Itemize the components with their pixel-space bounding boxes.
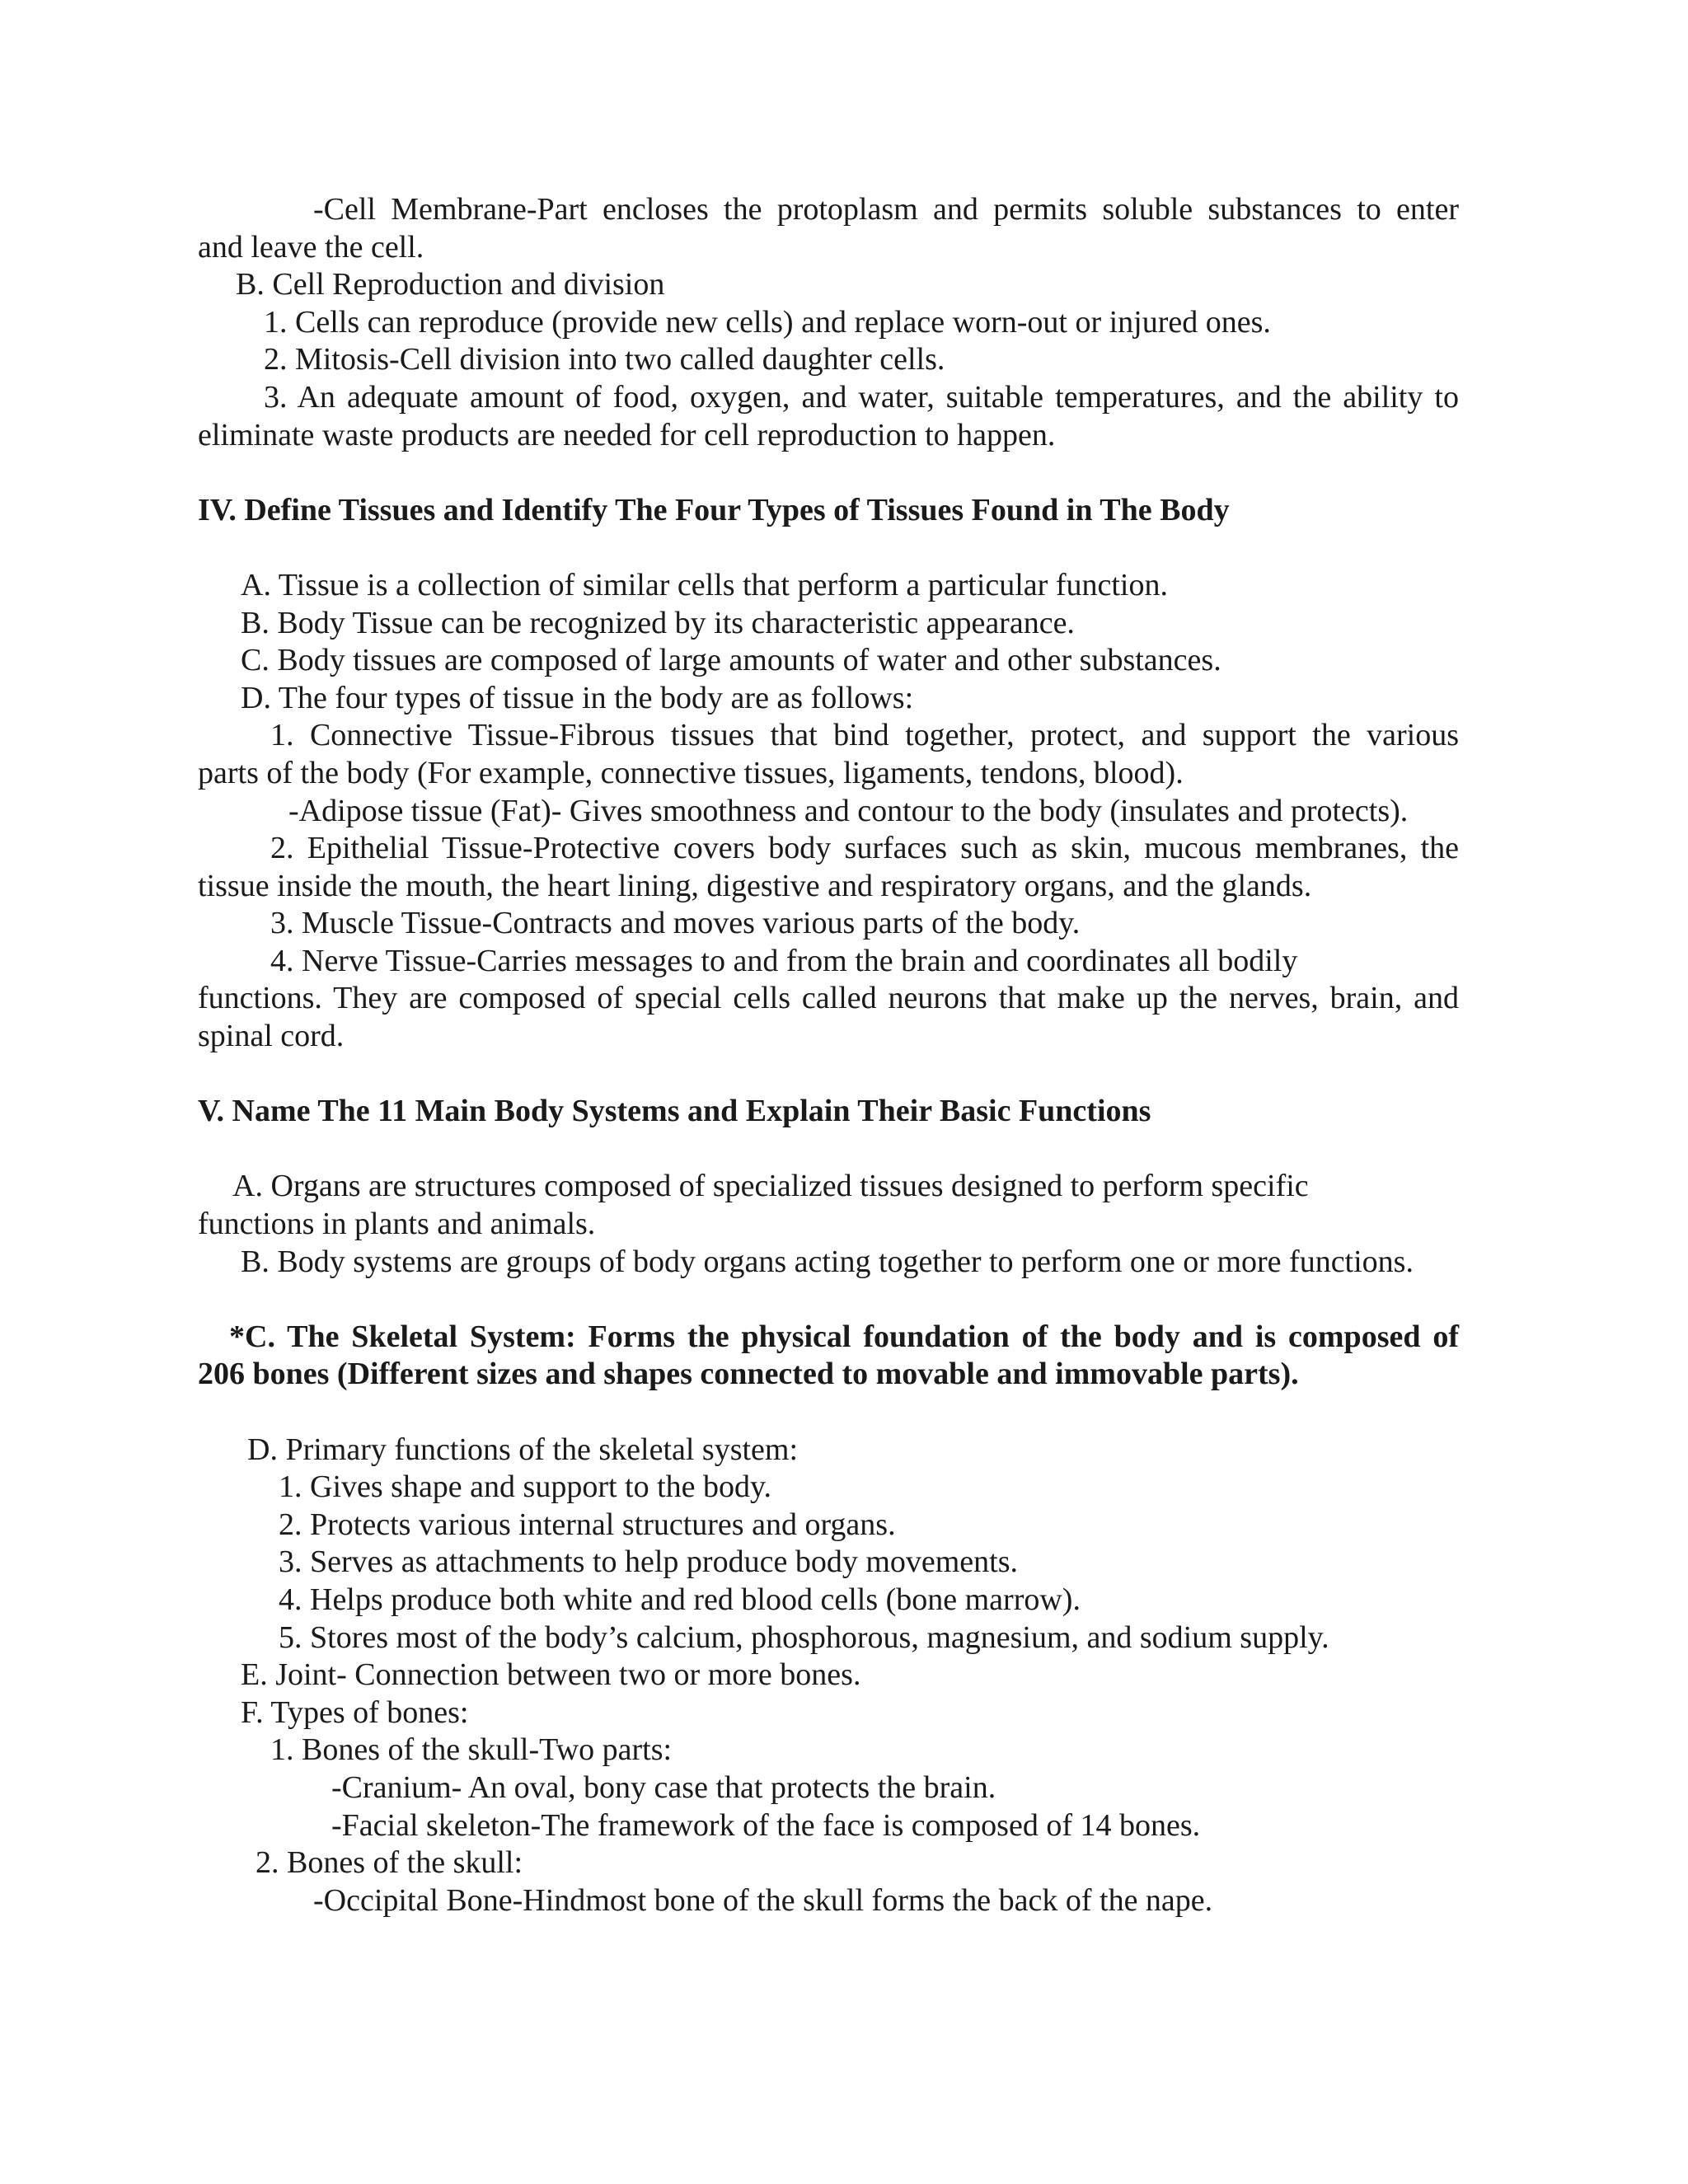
section-iv-heading: IV. Define Tissues and Identify The Four Types of Tissues Found in The Body: [198, 492, 1230, 527]
nerve-tissue-line-1: 4. Nerve Tissue-Carries messages to and from the brain and coordinates all bodily: [270, 943, 1298, 978]
connective-tissue-line-2: parts of the body (For example, connective tissues, ligaments, tendons, blood).: [198, 755, 1184, 790]
muscle-tissue-line: 3. Muscle Tissue-Contracts and moves various parts of the body.: [270, 906, 1081, 941]
tissue-item-b: B. Body Tissue can be recognized by its characteristic appearance.: [241, 605, 1075, 640]
joint-line: E. Joint- Connection between two or more bones.: [241, 1657, 861, 1693]
adipose-tissue-line: -Adipose tissue (Fat)- Gives smoothness and contour to the body (insulates and protects).: [288, 793, 1409, 828]
organs-line-1: A. Organs are structures composed of specialized tissues designed to perform specific: [232, 1169, 1309, 1204]
organs-line-2: functions in plants and animals.: [198, 1207, 596, 1242]
bones-of-skull-item-1: 1. Bones of the skull-Two parts:: [270, 1732, 673, 1768]
facial-skeleton-line: -Facial skeleton-The framework of the face is composed of 14 bones.: [331, 1807, 1201, 1843]
cell-reproduction-item-2: 2. Mitosis-Cell division into two called daughter cells.: [264, 342, 945, 377]
skeletal-function-2: 2. Protects various internal structures and organs.: [279, 1507, 896, 1542]
cell-reproduction-item-3-line-1: 3. An adequate amount of food, oxygen, and water, suitable temperatures, and the ability to: [264, 379, 1459, 415]
nerve-tissue-line-3: spinal cord.: [198, 1019, 345, 1054]
skeletal-function-3: 3. Serves as attachments to help produce body movements.: [279, 1544, 1019, 1580]
cell-reproduction-item-3-line-2: eliminate waste products are needed for cell reproduction to happen.: [198, 417, 1056, 452]
nerve-tissue-line-2: functions. They are composed of special cells called neurons that make up the nerves, brain, and: [198, 981, 1459, 1016]
skeletal-function-5: 5. Stores most of the body’s calcium, phosphorous, magnesium, and sodium supply.: [279, 1619, 1329, 1655]
skeletal-system-line-2: 206 bones (Different sizes and shapes connected to movable and immovable parts).: [198, 1357, 1299, 1392]
connective-tissue-line-1: 1. Connective Tissue-Fibrous tissues that bind together, protect, and support the various: [270, 718, 1459, 753]
tissue-item-d: D. The four types of tissue in the body are as follows:: [241, 680, 914, 715]
cell-membrane-line-1: -Cell Membrane-Part encloses the protoplasm and permits soluble substances to enter: [313, 192, 1459, 227]
document-page: [198, 191, 1459, 1919]
tissue-item-c: C. Body tissues are composed of large amounts of water and other substances.: [241, 643, 1221, 678]
occipital-bone-line: -Occipital Bone-Hindmost bone of the skull forms the back of the nape.: [313, 1882, 1213, 1918]
epithelial-tissue-line-1: 2. Epithelial Tissue-Protective covers body surfaces such as skin, mucous membranes, the: [270, 831, 1459, 866]
bones-of-skull-item-2: 2. Bones of the skull:: [256, 1845, 523, 1881]
cell-reproduction-item-1: 1. Cells can reproduce (provide new cells) and replace worn-out or injured ones.: [264, 304, 1271, 340]
cranium-line: -Cranium- An oval, bony case that protects the brain.: [331, 1769, 996, 1805]
skeletal-system-line-1: *C. The Skeletal System: Forms the physical foundation of the body and is composed of: [229, 1319, 1459, 1354]
skeletal-function-1: 1. Gives shape and support to the body.: [279, 1469, 772, 1505]
section-v-heading: V. Name The 11 Main Body Systems and Explain Their Basic Functions: [198, 1094, 1151, 1129]
body-systems-line: B. Body systems are groups of body organs acting together to perform one or more functions.: [241, 1244, 1414, 1279]
skeletal-function-4: 4. Helps produce both white and red blood cells (bone marrow).: [279, 1582, 1081, 1617]
skeletal-functions-heading: D. Primary functions of the skeletal system:: [247, 1432, 799, 1467]
tissue-item-a: A. Tissue is a collection of similar cells that perform a particular function.: [241, 567, 1168, 602]
types-of-bones-heading: F. Types of bones:: [241, 1694, 469, 1730]
cell-reproduction-heading: B. Cell Reproduction and division: [236, 267, 665, 302]
cell-membrane-line-2: and leave the cell.: [198, 229, 424, 265]
epithelial-tissue-line-2: tissue inside the mouth, the heart lining, digestive and respiratory organs, and the glands.: [198, 868, 1312, 903]
